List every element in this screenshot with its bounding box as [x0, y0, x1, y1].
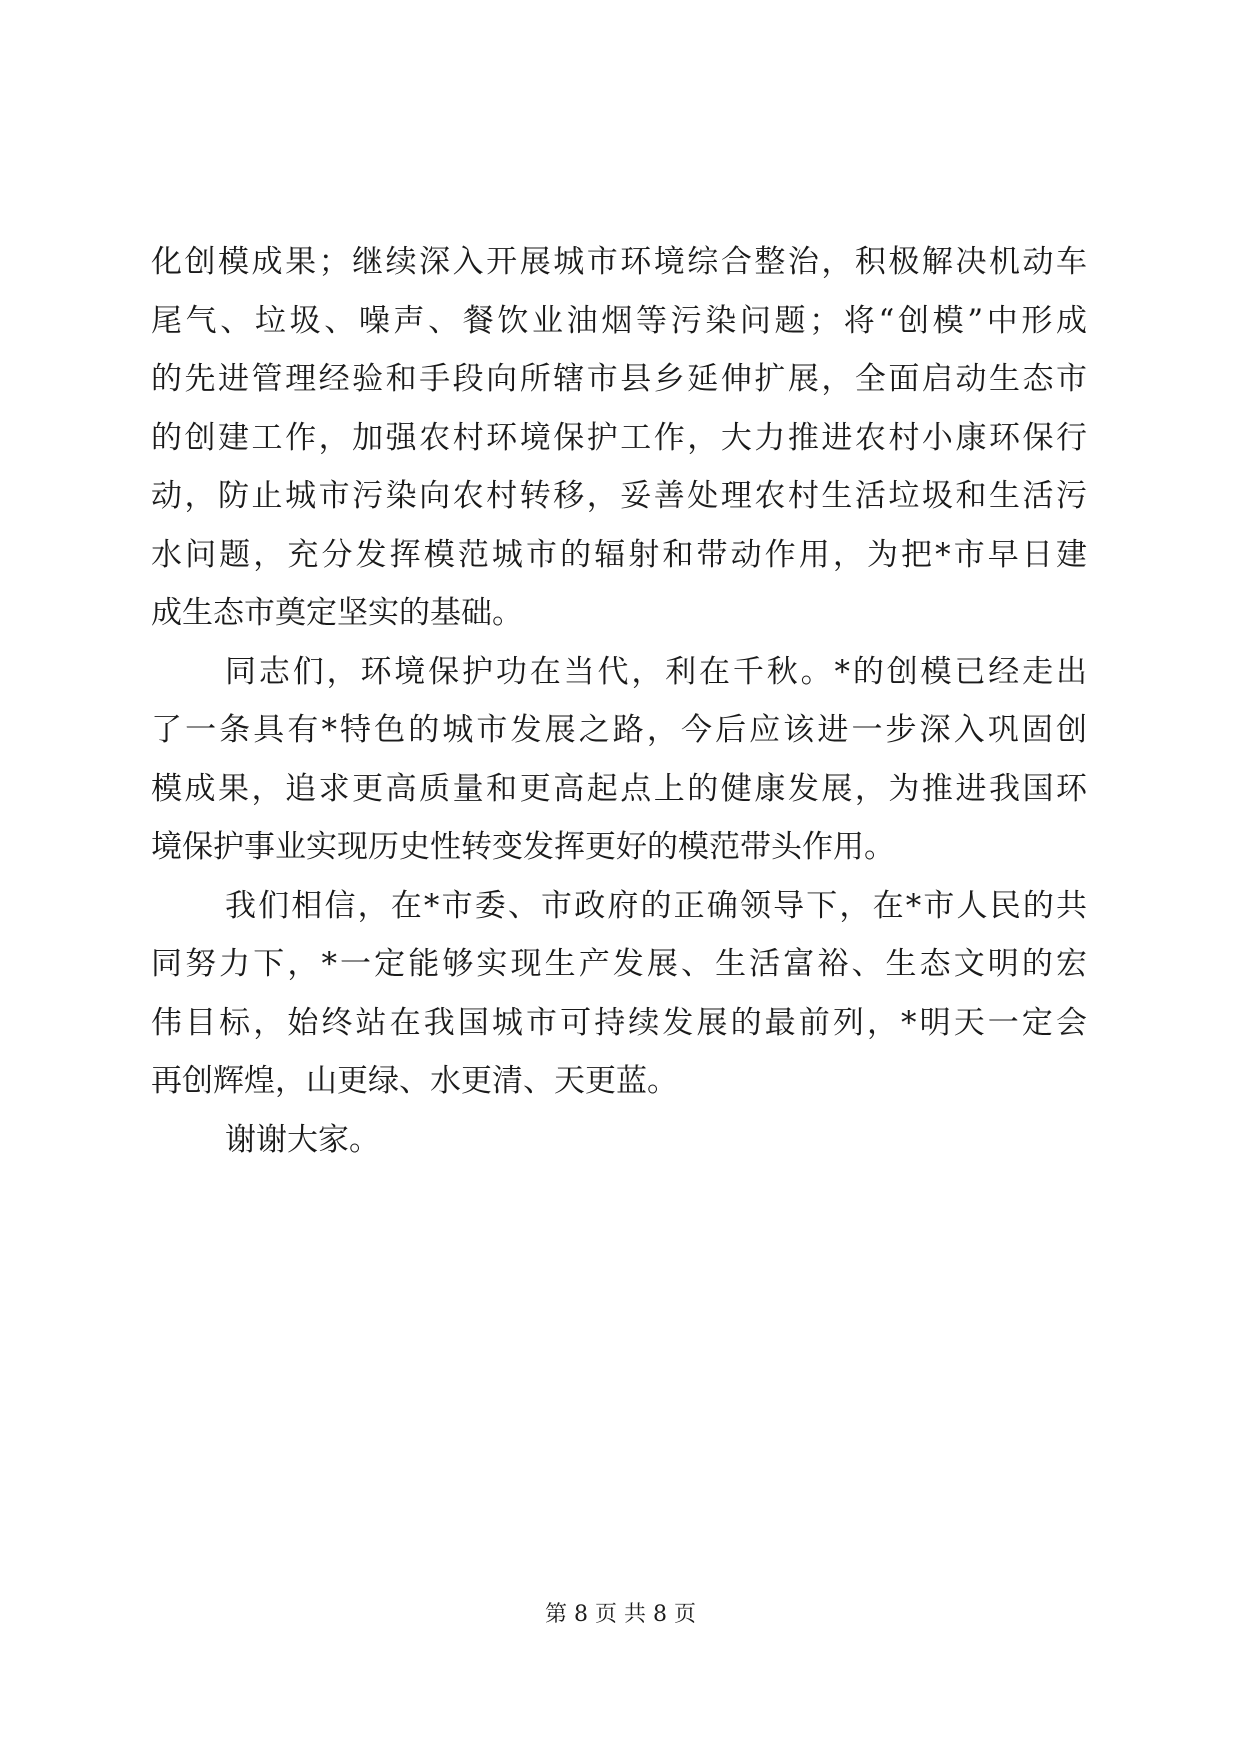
text-line: 水问题，充分发挥模范城市的辐射和带动作用，为把*市早日建: [151, 536, 1087, 573]
text-line: 动，防止城市污染向农村转移，妥善处理农村生活垃圾和生活污: [151, 478, 1087, 514]
text-line: 同志们，环境保护功在当代，利在千秋。*的创模已经走出: [225, 653, 1087, 690]
text-line: 谢谢大家。: [225, 1121, 380, 1158]
text-line: 化创模成果；继续深入开展城市环境综合整治，积极解决机动车: [151, 244, 1087, 280]
text-line: 境保护事业实现历史性转变发挥更好的模范带头作用。: [151, 829, 895, 865]
text-line: 同努力下，*一定能够实现生产发展、生活富裕、生态文明的宏: [151, 946, 1087, 982]
document-body: [151, 233, 1087, 1169]
text-line: 的先进管理经验和手段向所辖市县乡延伸扩展，全面启动生态市: [151, 361, 1087, 397]
text-line: 再创辉煌，山更绿、水更清、天更蓝。: [151, 1063, 678, 1099]
text-line: 了一条具有*特色的城市发展之路，今后应该进一步深入巩固创: [151, 712, 1087, 748]
page-number-footer: 第 8 页 共 8 页: [545, 1602, 696, 1627]
text-line: 我们相信，在*市委、市政府的正确领导下，在*市人民的共: [225, 887, 1087, 924]
text-line: 模成果，追求更高质量和更高起点上的健康发展，为推进我国环: [151, 770, 1087, 807]
text-line: 的创建工作，加强农村环境保护工作，大力推进农村小康环保行: [151, 419, 1087, 456]
text-line: 成生态市奠定坚实的基础。: [151, 595, 523, 631]
text-line: 尾气、垃圾、噪声、餐饮业油烟等污染问题；将“创模”中形成: [151, 302, 1087, 339]
text-line: 伟目标，始终站在我国城市可持续发展的最前列，*明天一定会: [151, 1004, 1087, 1041]
